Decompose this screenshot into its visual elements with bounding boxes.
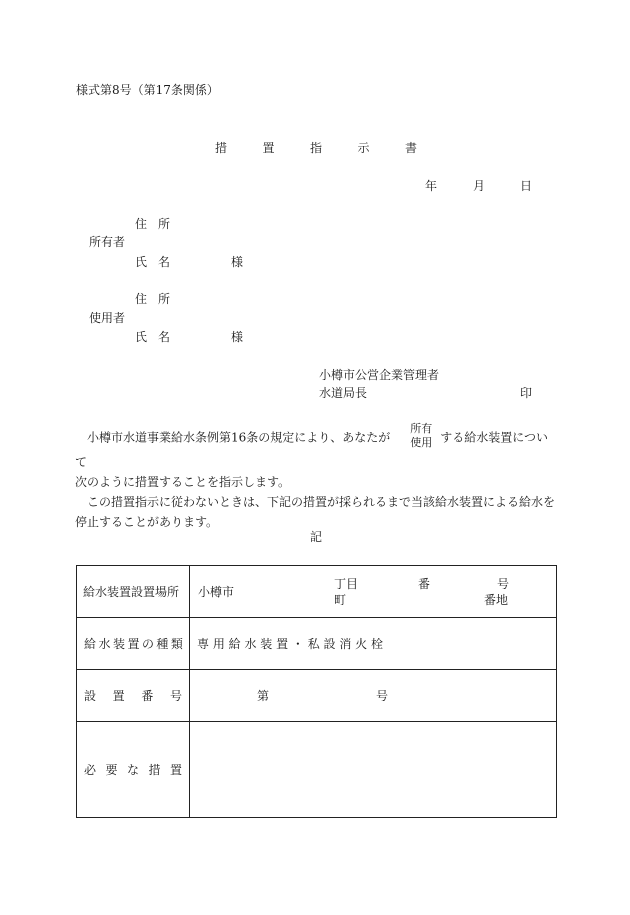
value-device-type: [190, 618, 557, 670]
value-installation-location: [190, 566, 557, 618]
document-title: [215, 142, 417, 154]
body-text-line2: 次のように措置することを指示します。: [75, 475, 291, 489]
table-row: [77, 670, 557, 722]
user-honorific: 様: [231, 330, 244, 344]
city-name: 小樽市: [198, 585, 235, 599]
seal-mark: 印: [520, 386, 533, 400]
cho-label: 町: [334, 593, 347, 607]
title-char: 書: [404, 141, 417, 155]
ki-heading: 記: [310, 530, 323, 544]
label-installation-number: 設 置 番 号: [77, 670, 190, 722]
date-month: 月: [473, 179, 486, 193]
issuer-name: 水道局長: [319, 386, 368, 400]
title-char: 置: [262, 141, 275, 155]
body-paragraph-1: [75, 424, 557, 532]
owner-user-choice: 所有 使用: [410, 422, 433, 449]
chome-label: 丁目: [334, 577, 359, 591]
table-row: [77, 566, 557, 618]
body-paragraph-2: この措置指示に従わないときは、下記の措置が採られるまで当該給水装置による給水を停止することがあります。: [75, 495, 556, 529]
user-label: 使用者: [89, 311, 126, 325]
measure-table: [76, 565, 557, 818]
owner-label: 所有者: [89, 235, 126, 249]
device-type-text: 専 用 給 水 装 置 ・ 私 設 消 火 栓: [197, 637, 383, 651]
owner-address-label: 住 所: [135, 217, 170, 231]
title-char: 示: [357, 141, 370, 155]
label-installation-location: 給水装置設置場所: [77, 566, 190, 618]
banchi-label: 番地: [484, 593, 509, 607]
dai-label: 第: [257, 689, 270, 703]
date-year: 年: [425, 179, 438, 193]
user-name-label: 氏 名: [135, 330, 170, 344]
value-installation-number: [190, 670, 557, 722]
go-number-label: 号: [376, 689, 389, 703]
date-day: 日: [520, 179, 533, 193]
form-number: 様式第8号（第17条関係）: [76, 83, 219, 97]
owner-honorific: 様: [231, 255, 244, 269]
user-address-label: 住 所: [135, 292, 170, 306]
body-text-before: 小樽市水道事業給水条例第16条の規定により、あなたが: [87, 430, 391, 445]
value-required-measure: [190, 722, 557, 818]
table-row: [77, 618, 557, 670]
body-text-after: する給水装置について: [75, 430, 549, 469]
title-char: 措: [215, 141, 228, 155]
title-char: 指: [309, 141, 322, 155]
table-row: [77, 722, 557, 818]
owner-name-label: 氏 名: [135, 255, 170, 269]
go-label: 号: [497, 577, 510, 591]
label-required-measure: 必 要 な 措 置: [77, 722, 190, 818]
label-device-type: 給 水 装 置 の 種 類: [77, 618, 190, 670]
ban-label: 番: [418, 577, 431, 591]
issuer-title: 小樽市公営企業管理者: [319, 368, 440, 382]
